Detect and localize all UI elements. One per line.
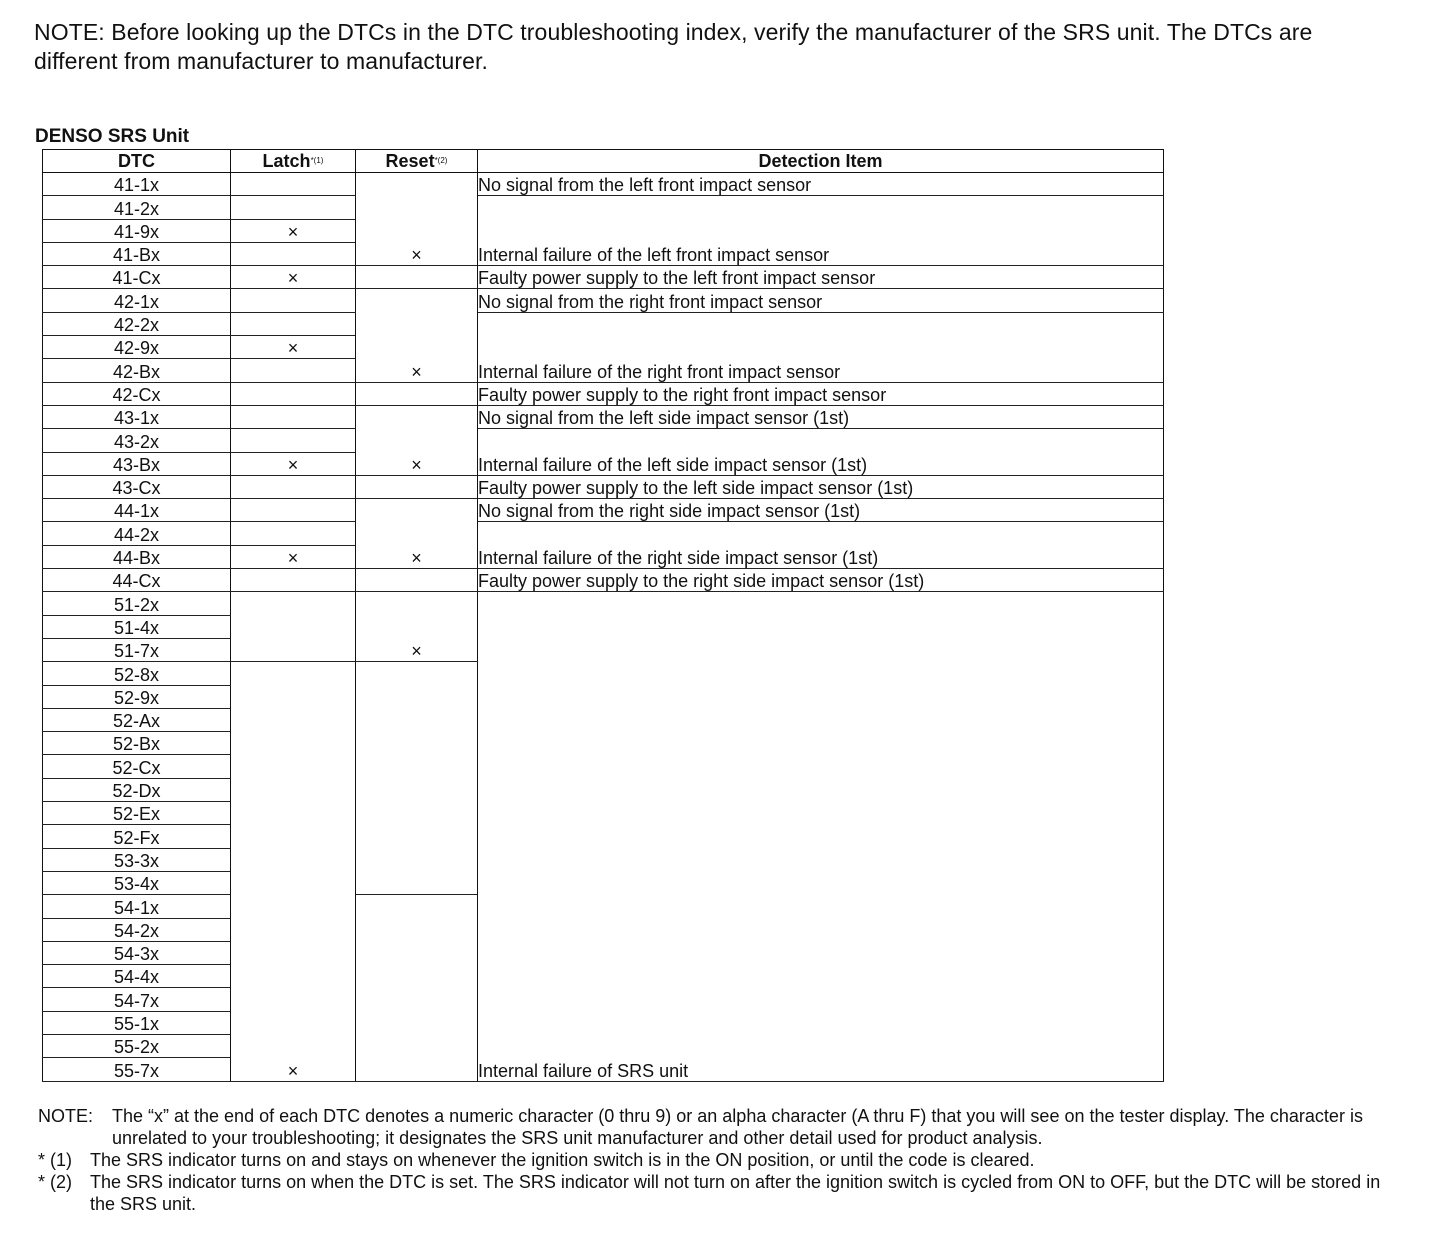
table-row [43, 475, 1164, 498]
latch-cell: × [231, 662, 356, 1081]
footnote-1-text: The SRS indicator turns on and stays on whenever the ignition switch is in the ON position, or until the code is cleared. [90, 1150, 1035, 1170]
dtc-code: 54-2x [43, 918, 231, 941]
latch-cell [231, 592, 356, 662]
detection-item: Internal failure of the left front impact sensor [478, 196, 1164, 266]
detection-item: Faulty power supply to the left side impact sensor (1st) [478, 475, 1164, 498]
table-row [43, 289, 1164, 312]
table-row [43, 522, 1164, 545]
detection-item: Internal failure of the right front impact sensor [478, 312, 1164, 382]
note-text: The “x” at the end of each DTC denotes a numeric character (0 thru 9) or an alpha character (A thru F) that you will see on the tester display. The character is unrelated to your troubleshooting; it designates the SRS unit manufacturer and other detail used for product analysis. [112, 1106, 1363, 1148]
dtc-code: 42-Bx [43, 359, 231, 382]
dtc-code: 54-4x [43, 965, 231, 988]
latch-cell [231, 289, 356, 312]
reset-column-header [356, 150, 478, 173]
top-note: NOTE: Before looking up the DTCs in the DTC troubleshooting index, verify the manufacturer of the SRS unit. The DTCs are different from manufacturer to manufacturer. [34, 19, 1313, 74]
dtc-code: 44-Bx [43, 545, 231, 568]
latch-cell [231, 405, 356, 428]
dtc-column-header: DTC [43, 150, 231, 173]
dtc-code: 55-2x [43, 1034, 231, 1057]
dtc-code: 52-Ex [43, 802, 231, 825]
latch-cell [231, 569, 356, 592]
detection-item: Internal failure of SRS unit [478, 592, 1164, 1081]
footnote-2 [38, 1171, 1408, 1215]
detection-item: Internal failure of the right side impact sensor (1st) [478, 522, 1164, 569]
dtc-code: 52-9x [43, 685, 231, 708]
latch-cell [231, 196, 356, 219]
dtc-code: 43-Cx [43, 475, 231, 498]
dtc-code: 52-Bx [43, 732, 231, 755]
dtc-code: 52-8x [43, 662, 231, 685]
dtc-code: 41-Bx [43, 242, 231, 265]
reset-cell: × [356, 173, 478, 266]
reset-cell [356, 569, 478, 592]
dtc-table-body [43, 173, 1164, 1082]
dtc-code: 43-2x [43, 429, 231, 452]
latch-column-header [231, 150, 356, 173]
table-title: DENSO SRS Unit [35, 126, 190, 147]
latch-cell: × [231, 219, 356, 242]
detection-item: No signal from the right front impact sensor [478, 289, 1164, 312]
latch-cell [231, 173, 356, 196]
latch-cell [231, 242, 356, 265]
table-row [43, 429, 1164, 452]
latch-cell [231, 475, 356, 498]
latch-cell [231, 312, 356, 335]
table-row [43, 173, 1164, 196]
reset-cell: × [356, 405, 478, 475]
dtc-code: 53-4x [43, 871, 231, 894]
dtc-code: 42-1x [43, 289, 231, 312]
reset-cell [356, 895, 478, 1081]
dtc-code: 41-2x [43, 196, 231, 219]
latch-cell [231, 429, 356, 452]
latch-cell: × [231, 545, 356, 568]
table-row [43, 266, 1164, 289]
table-row [43, 592, 1164, 615]
table-row [43, 405, 1164, 428]
reset-cell: × [356, 289, 478, 382]
detection-item: No signal from the left side impact sensor (1st) [478, 405, 1164, 428]
dtc-code: 41-Cx [43, 266, 231, 289]
latch-header-label: Latch [262, 151, 311, 171]
reset-header-label: Reset [385, 151, 435, 171]
reset-cell: × [356, 499, 478, 569]
dtc-code: 42-Cx [43, 382, 231, 405]
detection-column-header: Detection Item [478, 150, 1164, 173]
bottom-notes [38, 1105, 1408, 1215]
footnote-1 [38, 1149, 1408, 1171]
dtc-code: 53-3x [43, 848, 231, 871]
note-label: NOTE: [38, 1106, 94, 1126]
dtc-code: 52-Fx [43, 825, 231, 848]
detection-item: Faulty power supply to the right side impact sensor (1st) [478, 569, 1164, 592]
detection-item: Faulty power supply to the left front impact sensor [478, 266, 1164, 289]
dtc-table [42, 149, 1164, 1082]
dtc-code: 51-7x [43, 638, 231, 661]
table-row [43, 312, 1164, 335]
dtc-code: 43-1x [43, 405, 231, 428]
table-header-row [43, 150, 1164, 173]
dtc-code: 52-Ax [43, 708, 231, 731]
dtc-code: 41-1x [43, 173, 231, 196]
dtc-code: 43-Bx [43, 452, 231, 475]
dtc-code: 52-Cx [43, 755, 231, 778]
table-row [43, 569, 1164, 592]
reset-cell: × [356, 592, 478, 662]
detection-item: Internal failure of the left side impact sensor (1st) [478, 429, 1164, 476]
reset-cell [356, 475, 478, 498]
table-row [43, 382, 1164, 405]
latch-cell: × [231, 266, 356, 289]
latch-cell [231, 499, 356, 522]
reset-cell [356, 662, 478, 895]
table-row [43, 499, 1164, 522]
footnote-1-label: * (1) [38, 1150, 73, 1170]
detection-item: No signal from the left front impact sensor [478, 173, 1164, 196]
dtc-code: 55-1x [43, 1011, 231, 1034]
latch-cell: × [231, 336, 356, 359]
reset-cell [356, 382, 478, 405]
table-row [43, 196, 1164, 219]
latch-cell: × [231, 452, 356, 475]
dtc-code: 55-7x [43, 1058, 231, 1081]
reset-header-footnote-ref: *(2) [434, 156, 448, 165]
dtc-code: 52-Dx [43, 778, 231, 801]
dtc-code: 44-Cx [43, 569, 231, 592]
dtc-code: 42-2x [43, 312, 231, 335]
footnote-2-text: The SRS indicator turns on when the DTC is set. The SRS indicator will not turn on after the ignition switch is cycled from ON to OFF, but the DTC will be stored in the SRS unit. [90, 1172, 1381, 1214]
dtc-code: 44-2x [43, 522, 231, 545]
note-x-explanation [38, 1105, 1408, 1149]
latch-cell [231, 522, 356, 545]
dtc-code: 42-9x [43, 336, 231, 359]
detection-item: Faulty power supply to the right front impact sensor [478, 382, 1164, 405]
dtc-code: 54-3x [43, 941, 231, 964]
dtc-code: 44-1x [43, 499, 231, 522]
dtc-code: 51-2x [43, 592, 231, 615]
dtc-code: 54-7x [43, 988, 231, 1011]
footnote-2-label: * (2) [38, 1172, 73, 1192]
dtc-code: 51-4x [43, 615, 231, 638]
reset-cell [356, 266, 478, 289]
dtc-code: 54-1x [43, 895, 231, 918]
latch-cell [231, 382, 356, 405]
detection-item: No signal from the right side impact sensor (1st) [478, 499, 1164, 522]
latch-header-footnote-ref: *(1) [310, 156, 324, 165]
dtc-code: 41-9x [43, 219, 231, 242]
latch-cell [231, 359, 356, 382]
